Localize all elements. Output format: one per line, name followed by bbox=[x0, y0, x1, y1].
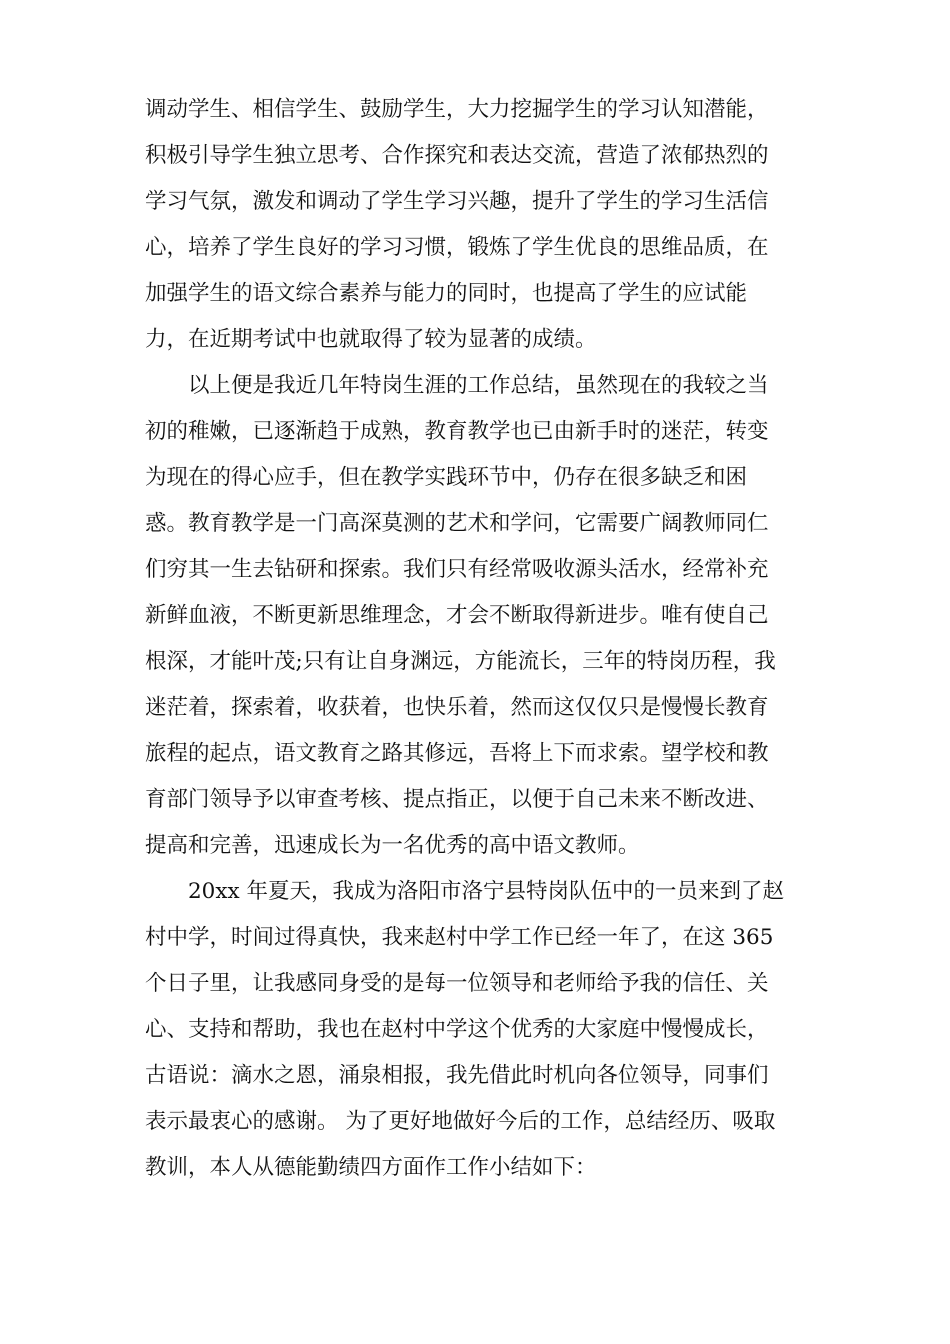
text-line: 古语说：滴水之恩，涌泉相报，我先借此时机向各位领导，同事们 bbox=[145, 1063, 769, 1088]
text-line: 村中学，时间过得真快，我来赵村中学工作已经一年了，在这 365 bbox=[145, 925, 774, 950]
text-line: 为现在的得心应手，但在教学实践环节中，仍存在很多缺乏和困 bbox=[145, 465, 748, 490]
text-line: 表示最衷心的感谢。 为了更好地做好今后的工作，总结经历、吸取 bbox=[145, 1109, 776, 1134]
text-line: 心、支持和帮助，我也在赵村中学这个优秀的大家庭中慢慢成长， bbox=[145, 1017, 769, 1042]
text-line: 以上便是我近几年特岗生涯的工作总结，虽然现在的我较之当 bbox=[188, 373, 769, 398]
text-line: 新鲜血液，不断更新思维理念，才会不断取得新进步。唯有使自己 bbox=[145, 603, 769, 628]
text-line: 迷茫着，探索着，收获着，也快乐着，然而这仅仅只是慢慢长教育 bbox=[145, 695, 769, 720]
text-line: 力，在近期考试中也就取得了较为显著的成绩。 bbox=[145, 327, 597, 352]
text-line: 提高和完善，迅速成长为一名优秀的高中语文教师。 bbox=[145, 833, 640, 858]
text-line: 心，培养了学生良好的学习习惯，锻炼了学生优良的思维品质，在 bbox=[145, 235, 769, 260]
text-line: 个日子里，让我感同身受的是每一位领导和老师给予我的信任、关 bbox=[145, 971, 769, 996]
text-line: 学习气氛，激发和调动了学生学习兴趣，提升了学生的学习生活信 bbox=[145, 189, 769, 214]
text-line: 调动学生、相信学生、鼓励学生，大力挖掘学生的学习认知潜能， bbox=[145, 97, 769, 122]
text-line: 教训，本人从德能勤绩四方面作工作小结如下： bbox=[145, 1155, 597, 1180]
text-line: 旅程的起点，语文教育之路其修远，吾将上下而求索。望学校和教 bbox=[145, 741, 769, 766]
text-line: 根深，才能叶茂;只有让自身渊远，方能流长，三年的特岗历程，我 bbox=[145, 649, 776, 674]
text-line: 加强学生的语文综合素养与能力的同时，也提高了学生的应试能 bbox=[145, 281, 748, 306]
text-line: 们穷其一生去钻研和探索。我们只有经常吸收源头活水，经常补充 bbox=[145, 557, 769, 582]
text-line: 积极引导学生独立思考、合作探究和表达交流，营造了浓郁热烈的 bbox=[145, 143, 769, 168]
text-line: 20xx 年夏天，我成为洛阳市洛宁县特岗队伍中的一员来到了赵 bbox=[188, 879, 784, 904]
text-line: 惑。教育教学是一门高深莫测的艺术和学问，它需要广阔教师同仁 bbox=[145, 511, 769, 536]
text-line: 育部门领导予以审查考核、提点指正，以便于自己未来不断改进、 bbox=[145, 787, 769, 812]
text-line: 初的稚嫩，已逐渐趋于成熟，教育教学也已由新手时的迷茫，转变 bbox=[145, 419, 769, 444]
